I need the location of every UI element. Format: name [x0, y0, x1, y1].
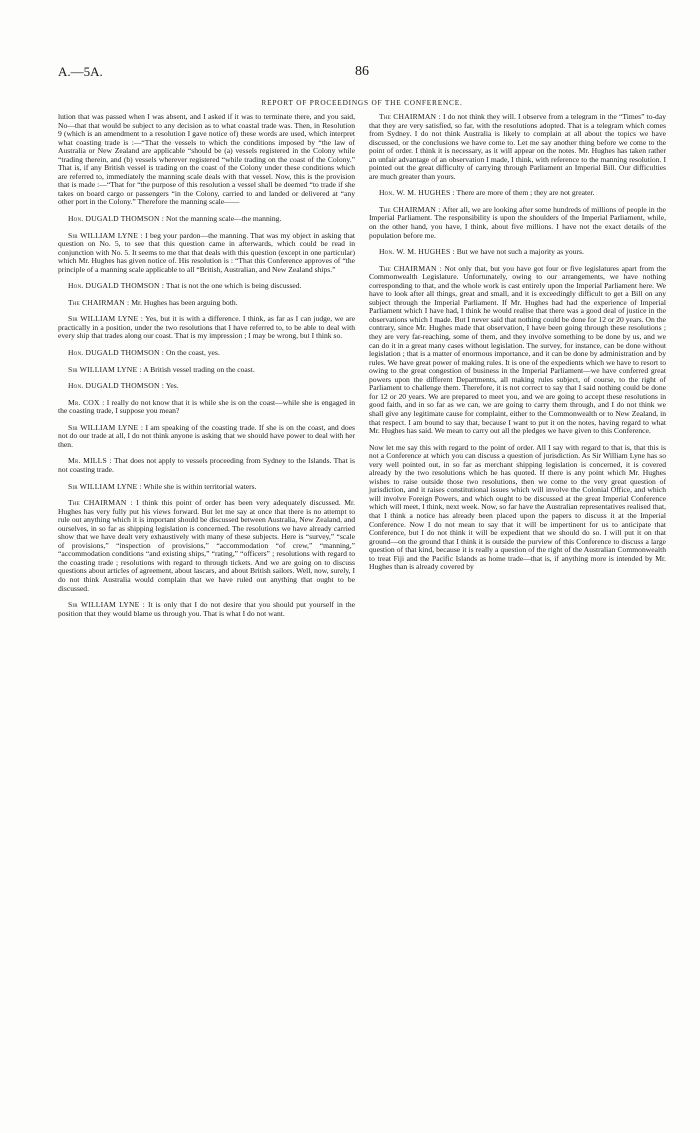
- paragraph-text: I am speaking of the coasting trade. If she is on the coast, and does not do our trade at all, I do not think anyone is asking that we should have power to deal with her then.: [58, 422, 355, 449]
- speaker-name: Mr. MILLS :: [68, 456, 112, 466]
- document-reference: A.—5A.: [58, 64, 103, 79]
- paragraph-text: I think this point of order has been very adequately discussed. Mr. Hughes has very fully put his views forward. But let me say at once that there is no attempt to rule out anything which it is important should be discussed between Australia, New Zealand, and ourselves, in so far as shipping legislation is concerned. The resolutions we have already carried show that we have dealt very exhaustively with many of these subjects. Here is “survey,” “scale of provisions,” “inspection of provisions,” “accommodation “of crew,” “manning,” “accommodation conditions “and existing ships,” “rating,” “officers” ; resolutions with regard to the coasting trade ; resolutions with regard to through tickets. And we are going on to discuss questions about articles of agreement, about lascars, and about British sailors. Well, now, surely, I do not think Australia would complain that we have ruled out anything that ought to be discussed.: [58, 498, 355, 593]
- paragraph-text: I really do not know that it is while she is on the coast—while she is engaged in the coasting trade, I suppose you mean?: [58, 397, 355, 416]
- speaker-name: Sir WILLIAM LYNE :: [68, 364, 142, 374]
- paragraph: [58, 349, 355, 358]
- speaker-name: Hon. DUGALD THOMSON :: [68, 348, 165, 358]
- speaker-name: Sir WILLIAM LYNE :: [68, 314, 144, 324]
- paragraph-text: Yes.: [164, 381, 179, 391]
- speaker-name: Hon. W. M. HUGHES :: [379, 188, 455, 198]
- paragraph: [58, 457, 355, 474]
- speaker-name: Hon. DUGALD THOMSON :: [68, 381, 165, 391]
- paragraph-text: I do not think they will. I observe from a telegram in the “Times” to-day that they are very satisfied, so far, with the resolutions adopted. That is a telegram which comes from Sydney. I do not think Australia is likely to complain at all about the topics we have discussed, or the conclusions we have come to. Let me say another thing before we come to the point of order. I think it is necessary, as it will appear on the notes. Mr. Hughes has taken rather an unfair advantage of an observation I made, I think, with reference to the manning resolution. I pointed out the great difficulty of carrying through Parliament an Imperial Bill. Our difficulties are much greater than yours.: [369, 112, 667, 181]
- paragraph-text: That is not the one which is being discussed.: [164, 281, 302, 291]
- speaker-name: The CHAIRMAN :: [68, 297, 130, 307]
- speaker-name: Hon. DUGALD THOMSON :: [68, 214, 165, 224]
- paragraph-text: But we have not such a majority as yours.: [454, 247, 584, 257]
- paragraph: [369, 265, 666, 436]
- left-column: [58, 113, 355, 626]
- speaker-name: The CHAIRMAN :: [379, 263, 442, 273]
- speaker-name: Sir WILLIAM LYNE :: [68, 481, 142, 491]
- page-header: [58, 64, 666, 84]
- paragraph: [58, 315, 355, 341]
- speaker-name: Hon. DUGALD THOMSON :: [68, 281, 165, 291]
- paragraph: [369, 206, 666, 240]
- paragraph-text: Yes, but it is with a difference. I think, as far as I can judge, we are practically in a position, under the two resolutions that I have referred to, to be able to deal with every ship that trades along our coast. That is my impression ; I may be wrong, but I think so.: [58, 314, 355, 341]
- paragraph-text: Not the manning scale—the manning.: [164, 214, 282, 224]
- paragraph: [58, 483, 355, 492]
- paragraph-text: There are more of them ; they are not greater.: [454, 188, 595, 198]
- paragraph: [58, 232, 355, 275]
- speaker-name: The CHAIRMAN :: [379, 112, 441, 121]
- paragraph: [369, 248, 666, 257]
- paragraph-text: A British vessel trading on the coast.: [141, 364, 255, 374]
- paragraph: [58, 215, 355, 224]
- paragraph-text: Mr. Hughes has been arguing both.: [129, 297, 238, 307]
- paragraph: [369, 189, 666, 198]
- paragraph-text: Not only that, but you have got four or five legislatures apart from the Commonwealth Legislature. Unfortunately, owing to our arrangements, we have nothing corresponding to that, and the whole work is cast entirely upon the Imperial Parliament here. We have to look after all things, great and small, and it is exceedingly difficult to get a Bill on any subject through the Imperial Parliament. If Mr. Hughes had had the experience of Imperial Parliament which I have had, I think he would realise that there was a good deal of justice in the observations which I made. But I never said that nothing could be done for 12 or 20 years. On the contrary, since Mr. Hughes made that observation, I have been going through these resolutions ; they are very far-reaching, some of them, and they involve something to be done by us, and we can do it in a great many cases without legislation. The survey, for instance, can be done without legislation ; that is a matter of enormous importance, and it can be done by administration and by rules. We have great power of making rules. It is one of the expedients which we have to resort to owing to the great congestion of business in the Imperial Parliament—we have conferred great powers upon the different Departments, all making rules subject, of course, to the right of Parliament to challenge them. Therefore, it is not correct to say that I said nothing could be done for 12 or 20 years. We are prepared to meet you, and we are going to accept these resolutions in good faith, and in so far as we can, we are going to carry them through, and I do not think we shall give any legitimate cause for complaint, either to the Commonwealth or to New Zealand, in that respect. I am bound to say that, because I want to put it on the notes, having regard to what Mr. Hughes has said. We mean to carry out all the pledges we have given to this Conference.: [369, 263, 667, 436]
- paragraph: [58, 499, 355, 593]
- paragraph: [58, 113, 355, 207]
- right-column: [369, 113, 666, 626]
- paragraph-text: Now let me say this with regard to the point of order. All I say with regard to that is, that this is not a Conference at which you can discuss a question of jurisdiction. As Sir William Lyne has so very well pointed out, in so far as merchant shipping legislation is concerned, it is covered already by the two resolutions which he has quoted. If there is any point which Mr. Hughes wishes to raise outside those two resolutions, then we come to the very great question of jurisdiction, and it raises constitutional issues which will involve the Colonial Office, and which will involve Foreign Powers, and which ought to be discussed at the great Imperial Conference which will meet, I think, next week. Now, so far have the Australian representatives realised that, that I think a notice has already been placed upon the papers to discuss it at the Imperial Conference. Now I do not mean to say that it will be impertinent for us to anticipate that Conference, but I do not think it will be expedient that we should do so. I will put it on that ground—on the ground that I think it is outside the purview of this Conference to discuss a large question of that kind, because it is really a question of the right of the Australian Commonwealth to treat Fiji and the Pacific Islands as home trade—that is, if anything more is intended by Mr. Hughes than is already covered by: [369, 442, 666, 572]
- speaker-name: The CHAIRMAN :: [68, 498, 133, 508]
- speaker-name: The CHAIRMAN :: [379, 204, 441, 214]
- paragraph: [58, 366, 355, 375]
- speaker-name: Sir WILLIAM LYNE :: [68, 600, 145, 610]
- speaker-name: Hon. W. M. HUGHES :: [379, 247, 455, 257]
- paragraph-text: It is only that I do not desire that you should put yourself in the position that they would blame us through you. That is what I do not want.: [58, 600, 356, 618]
- page-number: 86: [355, 64, 369, 79]
- paragraph-text: After all, we are looking after some hundreds of millions of people in the Imperial Parliament. The responsibility is upon the shoulders of the Imperial Parliament, while, on the other hand, you have, I think, about five millions. I have not the exact details of the population before me.: [369, 204, 666, 240]
- paragraph: [58, 382, 355, 391]
- paragraph: [58, 601, 355, 618]
- running-title: REPORT OF PROCEEDINGS OF THE CONFERENCE.: [261, 98, 463, 107]
- paragraph-text: lution that was passed when I was absent, and I asked if it was to terminate there, and you said, No—that that would be subject to any decision as to what coastal trade was. Then, in Resolution 9 (which is an amendment to a resolution I gave notice of) these words are used, which interpret what coasting trade is :—“That the vessels to which the conditions imposed by “the law of Australia or New Zealand are applicable “should be (a) vessels registered in the Colony while “trading therein, and (b) vessels wherever registered “while trading on the coast of the Colony.” That is, if any British vessel is trading on the coast of the Colony under these conditions which are referred to, immediately the manning scale deals with that vessel. Now, this is the provision that is made :—“That for “the purpose of this resolution a vessel shall be deemed “to trade if she takes on board cargo or passengers “in the Colony, carried to and landed or delivered at “any other port in the Colony.” Therefore the manning scale——: [58, 112, 355, 207]
- paragraph: [58, 424, 355, 450]
- paragraph: [369, 444, 666, 572]
- text-columns: [58, 113, 666, 626]
- paragraph: [369, 113, 666, 181]
- paragraph-text: While she is within territorial waters.: [141, 481, 257, 491]
- paragraph-text: I beg your pardon—the manning. That was my object in asking that question on No. 5, to see that this question came in afterwards, which could be read in conjunction with No. 5. It seems to me that that deals with this question (except in one particular) which Mr. Hughes has given notice of. His resolution is : “That this Conference approves of “the principle of a manning scale applicable to all “British, Australian, and New Zealand ships.”: [58, 230, 355, 274]
- speaker-name: Mr. COX :: [68, 397, 105, 407]
- speaker-name: Sir WILLIAM LYNE :: [68, 230, 143, 240]
- paragraph: [58, 399, 355, 416]
- paragraph-text: That does not apply to vessels proceeding from Sydney to the Islands. That is not coasting trade.: [58, 456, 355, 474]
- paragraph: [58, 299, 355, 308]
- paragraph-text: On the coast, yes.: [164, 348, 220, 358]
- speaker-name: Sir WILLIAM LYNE :: [68, 422, 144, 432]
- paragraph: [58, 282, 355, 291]
